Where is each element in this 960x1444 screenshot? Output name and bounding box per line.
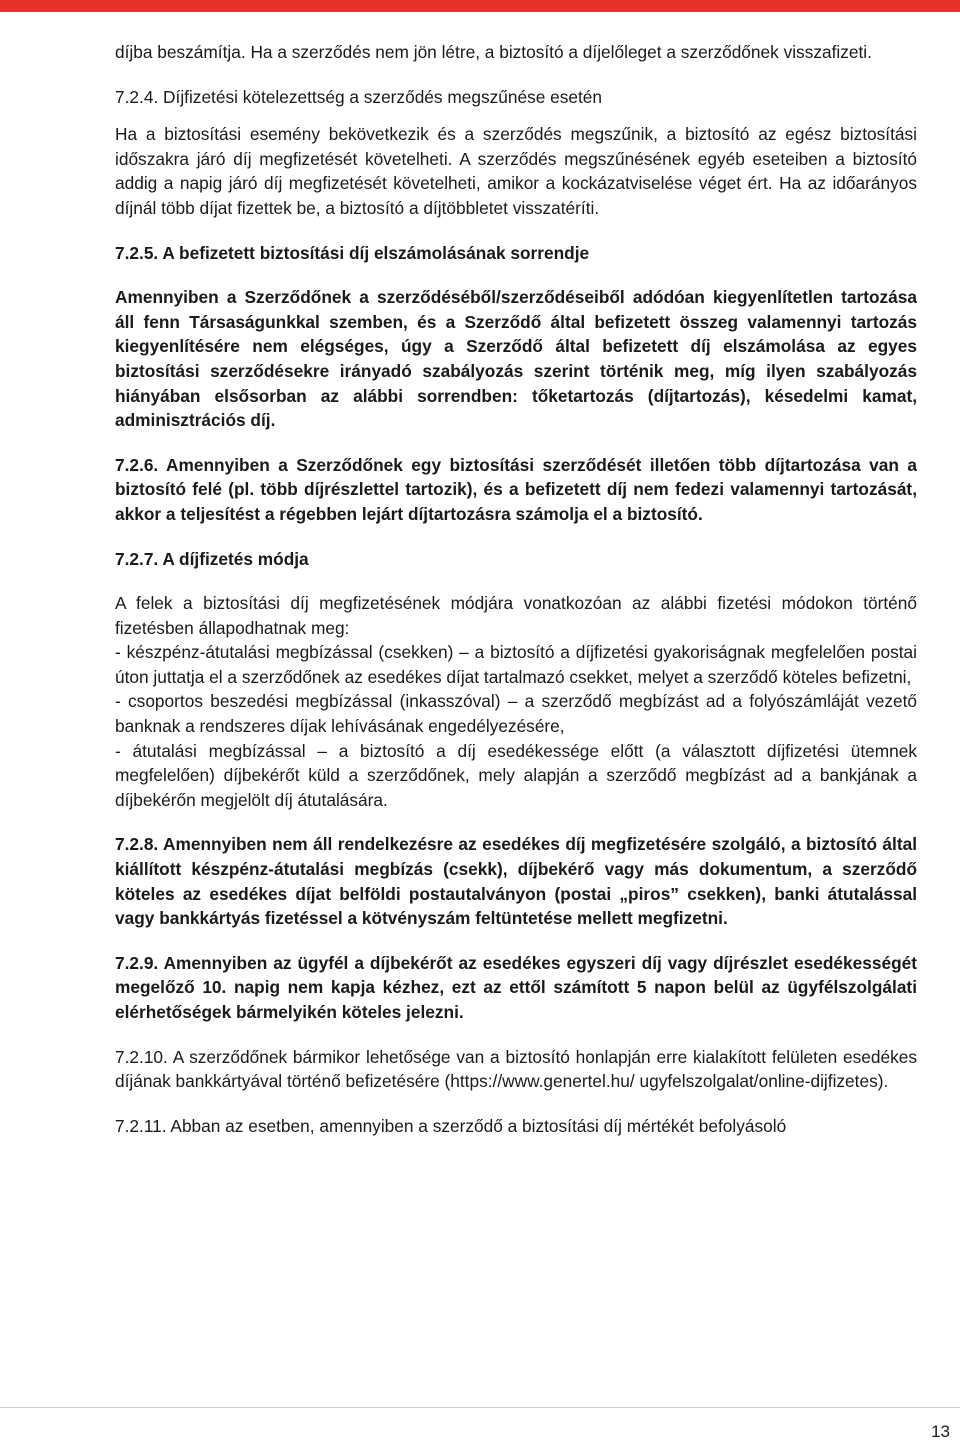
paragraph-7-2-4: Ha a biztosítási esemény bekövetkezik és a szerződés megszűnik, a biztosító az egész biztosítási időszakra járó díj megfizetését követelheti. A szerződés megszűnésének egyéb eseteiben a biztosító addig a napig járó díj megfizetését követelheti, amikor a kockázatviselése véget ért. Ha az időarányos díjnál több díjat fizettek be, a biztosító a díjtöbbletet visszatéríti.	[115, 124, 917, 218]
list-item-payment-direct-debit: - csoportos beszedési megbízással (inkasszóval) – a szerződő megbízást ad a folyószámláját vezető banknak a rendszeres díjak lehívásának engedélyezésére,	[115, 691, 917, 737]
section-heading-7-2-4: 7.2.4. Díjfizetési kötelezettség a szerződés megszűnése esetén	[115, 86, 603, 107]
footer-divider	[0, 1407, 960, 1408]
paragraph-7-2-5: Amennyiben a Szerződőnek a szerződéséből/szerződéseiből adódóan kiegyenlítetlen tartozása áll fenn Társaságunkkal szemben, és a Szerződő által befizetett összeg valamennyi tartozás kiegyenlítésére nem elégséges, úgy a Szerződő által befizetett díj elszámolása az egyes biztosítási szerződésekre irányadó szabályozás szerint történik meg, míg ilyen szabályozás hiányában elsősorban az alábbi sorrendben: tőketartozás (díjtartozás), késedelmi kamat, adminisztrációs díj.	[115, 287, 917, 431]
top-accent-bar	[0, 0, 960, 12]
list-item-payment-transfer: - átutalási megbízással – a biztosító a díj esedékessége előtt (a választott díjfizetési ütemnek megfelelően) díjbekérőt küld a szerződőnek, mely alapján a szerződő megbízást ad a bankjának a díjbekérőn megjelölt díj átutalására.	[115, 740, 917, 810]
paragraph-7-2-7-intro: A felek a biztosítási díj megfizetésének módjára vonatkozóan az alábbi fizetési módokon történő fizetésben állapodhatnak meg:	[115, 593, 917, 638]
paragraph-7-2-8: 7.2.8. Amennyiben nem áll rendelkezésre az esedékes díj megfizetésére szolgáló, a biztosító által kiállított készpénz-átutalási megbízás (csekk), díjbekérő vagy más dokumentum, a szerződő köteles az esedékes díjat belföldi postautalványon (postai „piros” csekken), banki átutalással vagy bankkártyás fizetéssel a kötvényszám feltüntetése mellett megfizetni.	[115, 834, 917, 929]
section-heading-7-2-5: 7.2.5. A befizetett biztosítási díj elszámolásának sorrendje	[115, 242, 590, 263]
section-heading-7-2-7: 7.2.7. A díjfizetés módja	[115, 548, 309, 569]
paragraph-7-2-11: 7.2.11. Abban az esetben, amennyiben a szerződő a biztosítási díj mértékét befolyásoló	[115, 1115, 787, 1136]
paragraph-intro-continuation: díjba beszámítja. Ha a szerződés nem jön létre, a biztosító a díjelőleget a szerződőnek visszafizeti.	[115, 42, 872, 62]
list-item-payment-cheque: - készpénz-átutalási megbízással (csekken) – a biztosító a díjfizetési gyakoriságnak megfelelően postai úton juttatja el a szerződőnek az esedékes díjat tartalmazó csekket, melyet a szerződő köteles befizetni,	[115, 642, 917, 687]
paragraph-7-2-6: 7.2.6. Amennyiben a Szerződőnek egy biztosítási szerződését illetően több díjtartozása van a biztosító felé (pl. több díjrészlettel tartozik), és a befizetett díj nem fedezi valamennyi tartozását, akkor a teljesítést a régebben lejárt díjtartozásra számolja el a biztosító.	[115, 454, 917, 524]
paragraph-7-2-10: 7.2.10. A szerződőnek bármikor lehetősége van a biztosító honlapján erre kialakított felületen esedékes díjának bankkártyával történő befizetésére (https://www.genertel.hu/ ugyfelszolgalat/online-dijfizetes).	[115, 1046, 917, 1092]
paragraph-7-2-9: 7.2.9. Amennyiben az ügyfél a díjbekérőt az esedékes egyszeri díj vagy díjrészlet esedékességét megelőző 10. napig nem kapja kézhez, ezt az ettől számított 5 napon belül az ügyfélszolgálati elérhetőségek bármelyikén köteles jelezni.	[115, 952, 917, 1022]
page-number: 13	[931, 1422, 950, 1441]
document-body	[115, 40, 917, 1138]
